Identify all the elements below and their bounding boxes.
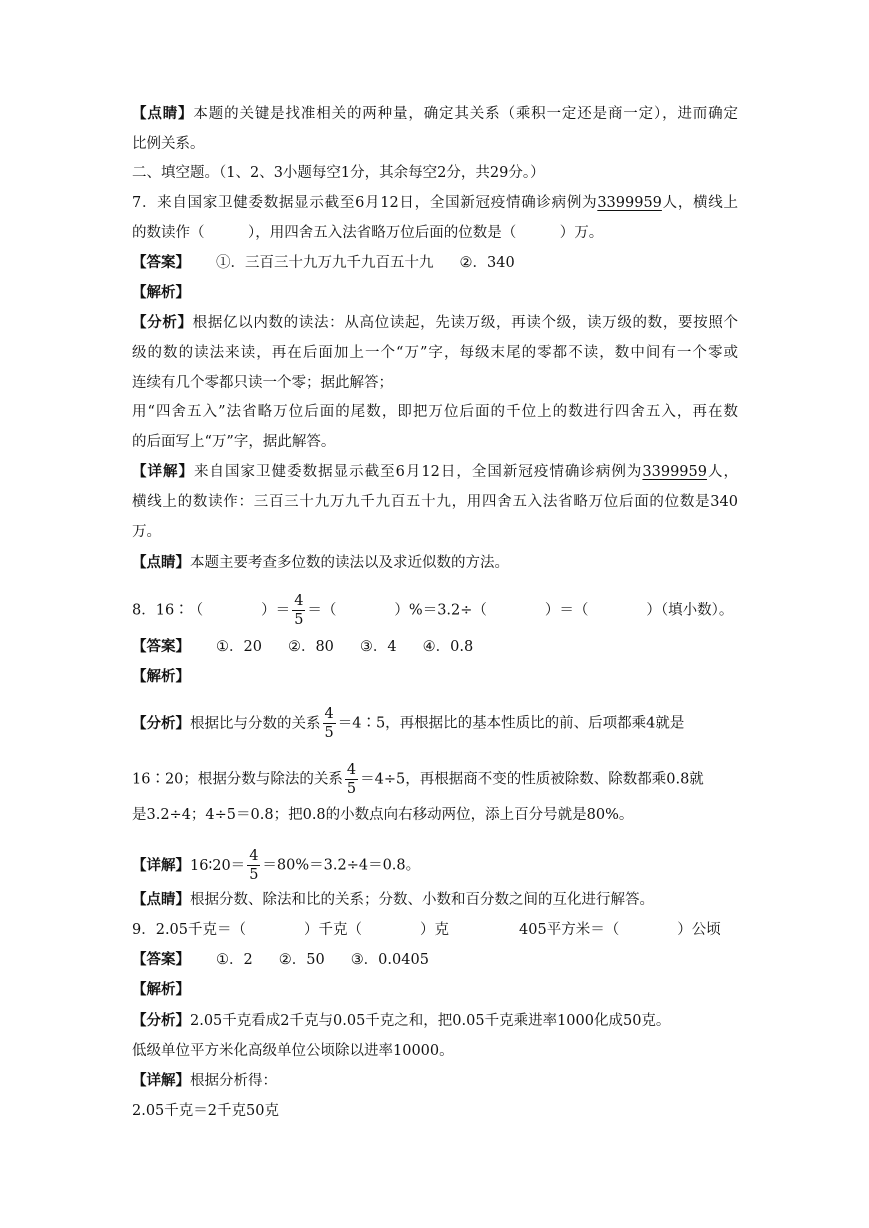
fraction: $\frac{4}{5}$ [346, 762, 357, 797]
section-heading: 二、填空题。（1、2、3小题每空1分，其余每空2分，共29分。） [132, 165, 545, 181]
comment-line: 【点睛】本题的关键是找准相关的两种量，确定其关系（乘积一定还是商一定），进而确定 [132, 105, 739, 122]
underlined-number: 3399959 [642, 464, 707, 480]
underlined-number: 3399959 [597, 195, 662, 211]
analysis-label: 【解析】 [132, 284, 190, 301]
section-label: 【详解】 [132, 463, 195, 480]
answer-label: 【答案】 [132, 951, 190, 968]
section-label: 【点睛】 [132, 891, 190, 908]
comment-line: 【点睛】根据分数、除法和比的关系；分数、小数和百分数之间的互化进行解答。 [132, 891, 654, 908]
section-label: 【分析】 [132, 1012, 190, 1029]
comment-line: 【点睛】本题主要考查多位数的读法以及求近似数的方法。 [132, 554, 509, 571]
analysis-line-fraction: 【分析】根据比与分数的关系 $\frac{4}{5}$ ＝4∶5，再根据比的基本性质比的前、后项都乘4就是 [132, 706, 685, 741]
analysis-label: 【解析】 [132, 981, 190, 998]
section-label: 【点睛】 [132, 554, 190, 571]
section-label: 【详解】 [132, 1072, 190, 1089]
text-line: 级的数的读法来读，再在后面加上一个“万”字，每级末尾的零都不读，数中间有一个零或 [132, 345, 738, 361]
fraction: $\frac{4}{5}$ [324, 706, 334, 741]
section-label: 【详解】 [132, 856, 190, 874]
question-8-line: 8．16∶（ ）＝ $\frac{4}{5}$ ＝（ ）%＝3.2÷（ ）＝（ ）（填小数）。 [132, 593, 734, 628]
fraction: $\frac{4}{5}$ [294, 593, 304, 628]
text-line: 横线上的数读作：三百三十九万九千九百五十九，用四舍五入法省略万位后面的位数是340 [132, 494, 738, 510]
text-line: 2.05千克＝2千克50克 [132, 1103, 279, 1119]
section-label: 【分析】 [132, 314, 193, 331]
question-7-line-2: 的数读作（ ），用四舍五入法省略万位后面的位数是（ ）万。 [132, 225, 604, 241]
text-line: 【分析】根据亿以内数的读法：从高位读起，先读万级，再读个级，读万级的数，要按照个 [132, 314, 739, 331]
detail-line-fraction: 【详解】16∶20＝ $\frac{4}{5}$ ＝80%＝3.2÷4＝0.8。 [132, 848, 421, 883]
fraction: $\frac{4}{5}$ [249, 848, 259, 883]
text-line [132, 104, 738, 124]
answer-label: 【答案】 [132, 254, 190, 271]
question-7-line-1: 7．来自国家卫健委数据显示截至6月12日，全国新冠疫情确诊病例为3399959人，横线上 [132, 195, 739, 211]
answer-label: 【答案】 [132, 638, 190, 655]
text-line: 【分析】2.05千克看成2千克与0.05千克之和，把0.05千克乘进率1000化成50克。 [132, 1012, 671, 1029]
text-line: 的后面写上“万”字，据此解答。 [132, 434, 336, 450]
answer-line: 【答案】 ①．2 ②．50 ③．0.0405 [132, 951, 429, 968]
text-line: 是3.2÷4；4÷5＝0.8；把0.8的小数点向右移动两位，添上百分号就是80%。 [132, 807, 634, 823]
text-line: 万。 [132, 524, 161, 540]
question-9-line: 9．2.05千克＝（ ）千克（ ）克 405平方米＝（ ）公顷 [132, 922, 721, 938]
analysis-label: 【解析】 [132, 668, 190, 685]
answer-line: 【答案】 ①．三百三十九万九千九百五十九 ②．340 [132, 254, 515, 271]
detail-line: 【详解】根据分析得： [132, 1072, 277, 1089]
section-label: 【分析】 [132, 714, 190, 732]
text-line: 低级单位平方米化高级单位公顷除以进率10000。 [132, 1043, 454, 1059]
text-line: 连续有几个零都只读一个零；据此解答； [132, 375, 393, 391]
answer-line: 【答案】 ①．20 ②．80 ③．4 ④．0.8 [132, 638, 474, 655]
text-line: 用“四舍五入”法省略万位后面的尾数，即把万位后面的千位上的数进行四舍五入，再在数 [132, 404, 738, 420]
analysis-line-fraction: 16∶20；根据分数与除法的关系 $\frac{4}{5}$ ＝4÷5，再根据商不变的性质被除数、除数都乘0.8就 [132, 762, 704, 797]
detail-line: 【详解】来自国家卫健委数据显示截至6月12日，全国新冠疫情确诊病例为3399959人， [132, 463, 738, 480]
text-line: 比例关系。 [132, 136, 205, 152]
